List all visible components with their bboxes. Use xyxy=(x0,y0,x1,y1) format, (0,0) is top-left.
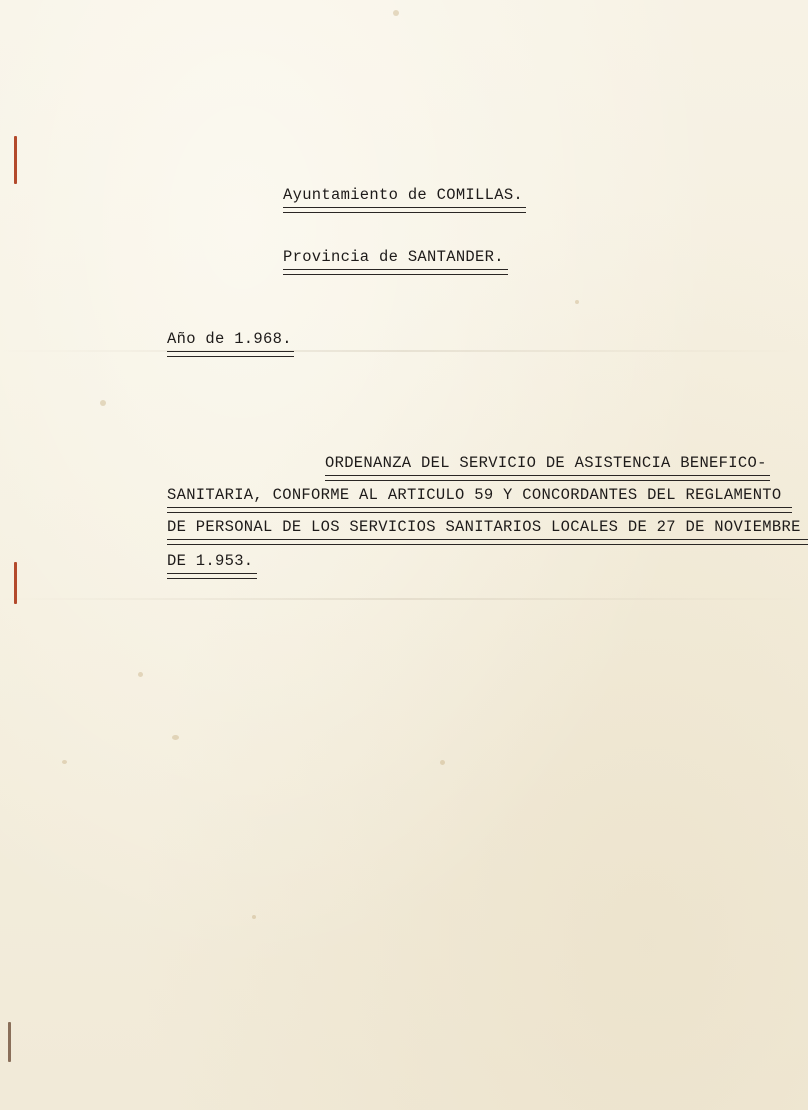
binding-mark xyxy=(14,136,17,184)
document-year: Año de 1.968. xyxy=(167,330,292,348)
stain xyxy=(440,760,445,765)
ordinance-title-line-2: SANITARIA, CONFORME AL ARTICULO 59 Y CONCORDANTES DEL REGLAMENTO xyxy=(167,486,782,504)
double-underline xyxy=(167,507,792,513)
double-underline xyxy=(283,207,526,213)
paper-fold xyxy=(0,598,808,600)
province-title: Provincia de SANTANDER. xyxy=(283,248,504,266)
binding-mark xyxy=(14,562,17,604)
double-underline xyxy=(325,475,770,481)
stain xyxy=(100,400,106,406)
ordinance-title-line-1: ORDENANZA DEL SERVICIO DE ASISTENCIA BENEFICO- xyxy=(325,454,767,472)
paper-fold xyxy=(0,350,808,352)
double-underline xyxy=(167,539,808,545)
stain xyxy=(62,760,67,764)
stain xyxy=(138,672,143,677)
stain xyxy=(252,915,256,919)
stain xyxy=(172,735,179,740)
double-underline xyxy=(283,269,508,275)
municipality-title: Ayuntamiento de COMILLAS. xyxy=(283,186,524,204)
double-underline xyxy=(167,573,257,579)
stain xyxy=(575,300,579,304)
double-underline xyxy=(167,351,294,357)
ordinance-title-line-4: DE 1.953. xyxy=(167,552,254,570)
ordinance-title-line-3: DE PERSONAL DE LOS SERVICIOS SANITARIOS LOCALES DE 27 DE NOVIEMBRE xyxy=(167,518,801,536)
stain xyxy=(393,10,399,16)
binding-mark xyxy=(8,1022,11,1062)
